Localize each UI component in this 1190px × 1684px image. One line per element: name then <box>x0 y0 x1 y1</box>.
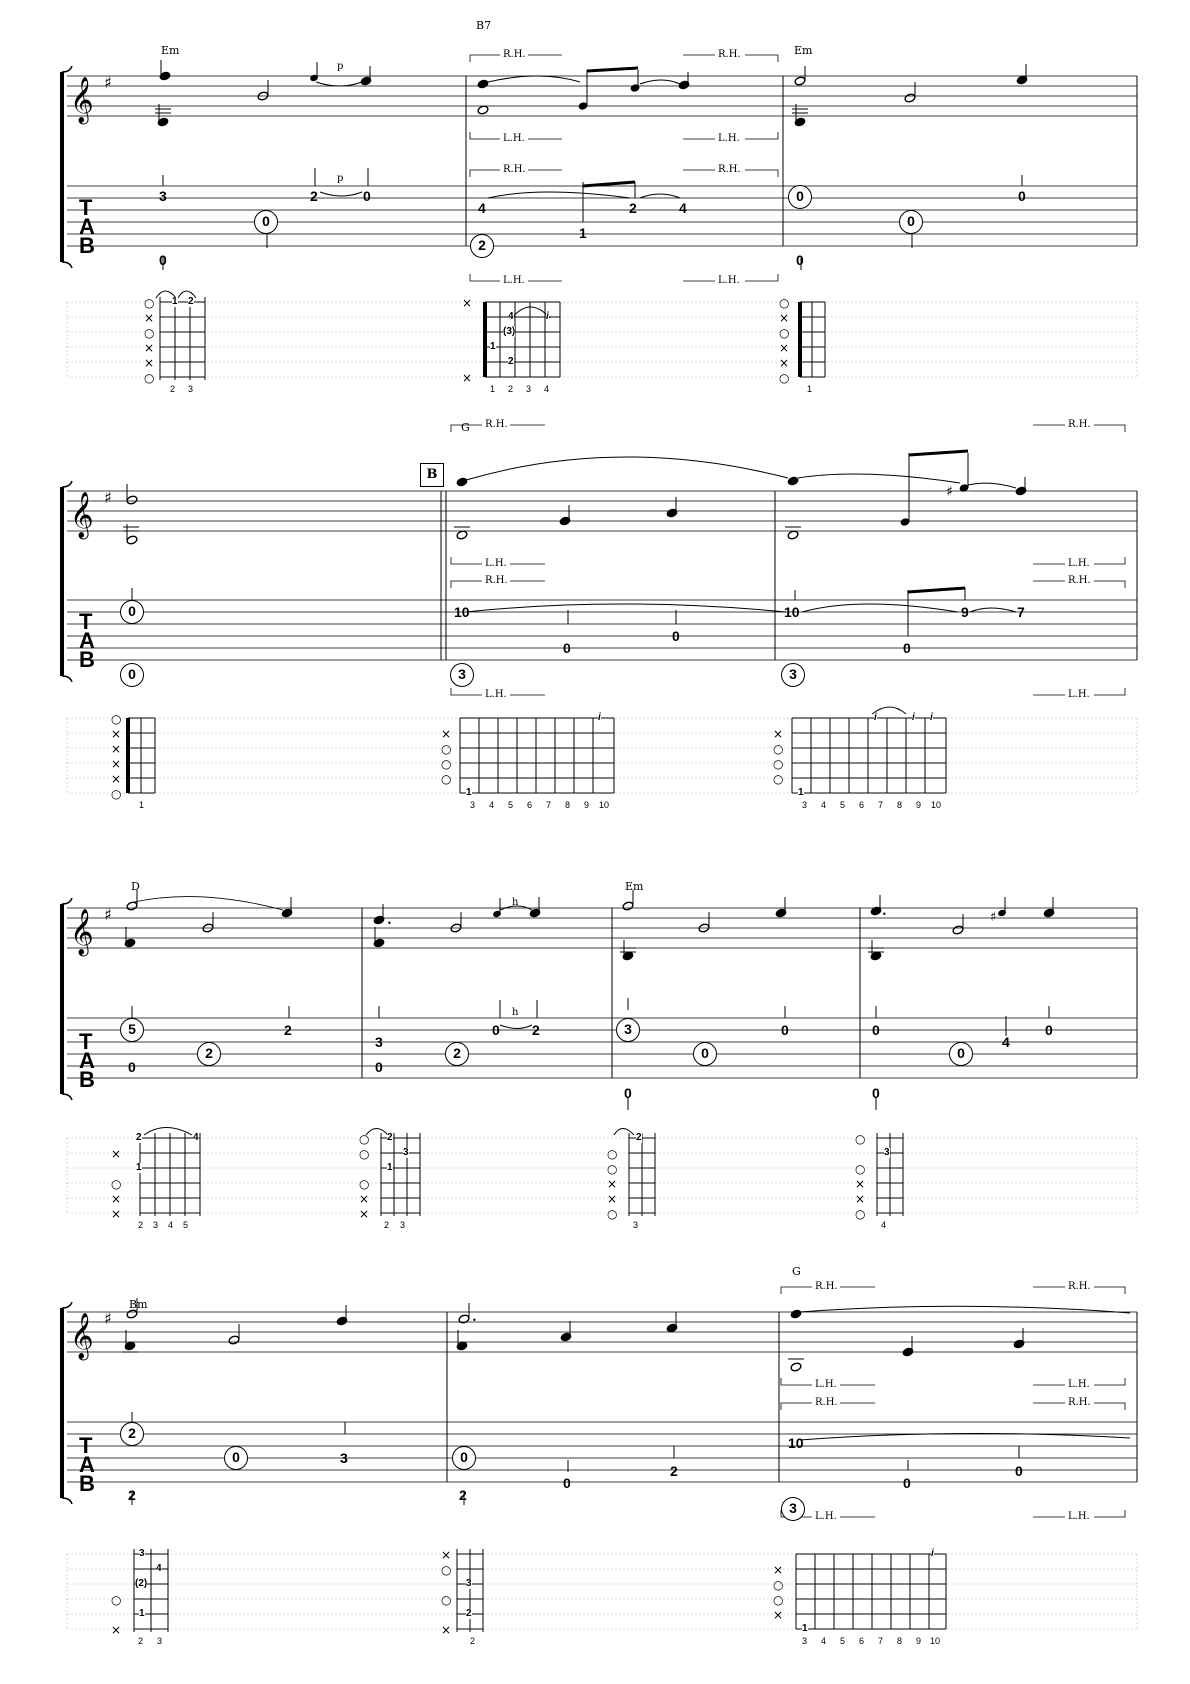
tab-fret-number: 0 <box>903 1475 911 1491</box>
system-4-staff-graphics <box>0 1270 1190 1684</box>
circled-tab-number: 0 <box>693 1042 717 1066</box>
open-string-icon: ○ <box>111 712 122 726</box>
hand-label: R.H. <box>718 164 741 175</box>
muted-string-icon: × <box>779 311 790 325</box>
muted-string-icon: × <box>359 1207 370 1221</box>
tab-fret-number: 4 <box>1002 1034 1010 1050</box>
open-string-icon: ○ <box>144 371 155 385</box>
muted-string-icon: × <box>855 1177 866 1191</box>
circled-tab-number: 3 <box>781 1497 805 1521</box>
circled-tab-number: 2 <box>445 1042 469 1066</box>
circled-tab-number: 3 <box>450 663 474 687</box>
open-string-icon: ○ <box>144 296 155 310</box>
diagram-fret-number: 3 <box>470 800 476 810</box>
muted-string-icon: × <box>111 772 122 786</box>
tab-fret-number: 0 <box>1018 188 1026 204</box>
tab-letter: T <box>79 1433 93 1458</box>
svg-text:•: • <box>882 910 887 919</box>
open-string-icon: ○ <box>855 1162 866 1176</box>
diagram-fret-number: 1 <box>139 800 145 810</box>
articulation: p <box>337 61 344 72</box>
tab-fret-number: 2 <box>128 1487 136 1503</box>
hand-label: L.H. <box>503 133 525 144</box>
hand-label: R.H. <box>718 49 741 60</box>
tab-fret-number: 0 <box>563 640 571 656</box>
tab-fret-number: 3 <box>375 1034 383 1050</box>
diagram-finger-number: 2 <box>387 1132 393 1143</box>
hand-label: L.H. <box>1068 1379 1090 1390</box>
open-string-icon: ○ <box>359 1147 370 1161</box>
diagram-fret-number: 3 <box>802 1636 808 1646</box>
diagram-fret-number: 10 <box>930 1636 941 1646</box>
muted-string-icon: × <box>462 371 473 385</box>
diagram-finger-number: 2 <box>188 296 194 307</box>
muted-string-icon: × <box>773 727 784 741</box>
section-marker: B <box>420 463 444 487</box>
diagram-finger-number: i <box>931 1548 934 1559</box>
chord-symbol: Em <box>161 44 180 57</box>
diagram-fret-number: 5 <box>840 1636 846 1646</box>
hand-label: L.H. <box>485 689 507 700</box>
diagram-finger-number: i <box>598 712 601 723</box>
tab-fret-number: 10 <box>788 1435 804 1451</box>
diagram-finger-number: 2 <box>136 1132 142 1143</box>
diagram-finger-number: 3 <box>139 1548 145 1559</box>
open-string-icon: ○ <box>773 1578 784 1592</box>
open-string-icon: ○ <box>779 326 790 340</box>
diagram-fret-number: 4 <box>544 384 550 394</box>
open-string-icon: ○ <box>441 742 452 756</box>
tab-letter: T <box>79 1029 93 1054</box>
open-string-icon: ○ <box>111 787 122 801</box>
tab-fret-number: 2 <box>310 188 318 204</box>
diagram-finger-number: i <box>912 712 915 723</box>
diagram-finger-number: 2 <box>508 356 514 367</box>
diagram-finger-number: 1 <box>136 1162 142 1173</box>
open-string-icon: ○ <box>441 757 452 771</box>
tab-fret-number: 0 <box>492 1022 500 1038</box>
hand-label: R.H. <box>1068 1281 1091 1292</box>
tab-fret-number: 9 <box>961 604 969 620</box>
tab-fret-number: 0 <box>872 1022 880 1038</box>
open-string-icon: ○ <box>144 326 155 340</box>
tab-fret-number: 0 <box>672 628 680 644</box>
muted-string-icon: × <box>441 1548 452 1562</box>
circled-tab-number: 0 <box>254 210 278 234</box>
open-string-icon: ○ <box>359 1177 370 1191</box>
diagram-fret-number: 5 <box>840 800 846 810</box>
muted-string-icon: × <box>144 356 155 370</box>
diagram-fret-number: 3 <box>157 1636 163 1646</box>
diagram-fret-number: 4 <box>821 1636 827 1646</box>
diagram-finger-number: 3 <box>403 1147 409 1158</box>
hand-label: L.H. <box>718 133 740 144</box>
svg-text:♯: ♯ <box>104 1309 112 1328</box>
diagram-fret-number: 4 <box>881 1220 887 1230</box>
chord-symbol: Em <box>794 44 813 57</box>
chord-symbol: G <box>792 1265 801 1278</box>
hand-label: L.H. <box>815 1379 837 1390</box>
diagram-fret-number: 8 <box>897 800 903 810</box>
diagram-fret-number: 5 <box>508 800 514 810</box>
diagram-fret-number: 3 <box>153 1220 159 1230</box>
diagram-fret-number: 8 <box>897 1636 903 1646</box>
circled-tab-number: 2 <box>197 1042 221 1066</box>
hand-label: L.H. <box>503 275 525 286</box>
circled-tab-number: 3 <box>781 663 805 687</box>
open-string-icon: ○ <box>855 1207 866 1221</box>
articulation: p <box>337 173 344 184</box>
open-string-icon: ○ <box>111 1177 122 1191</box>
diagram-finger-number: 1 <box>802 1623 808 1634</box>
svg-text:♯: ♯ <box>104 488 112 507</box>
diagram-fret-number: 7 <box>878 800 884 810</box>
diagram-finger-number: i <box>874 712 877 723</box>
tab-fret-number: 4 <box>679 200 687 216</box>
svg-text:•: • <box>472 1316 477 1325</box>
svg-text:♯: ♯ <box>104 905 112 924</box>
diagram-finger-number: 1 <box>387 1162 393 1173</box>
hand-label: R.H. <box>815 1397 838 1408</box>
svg-text:•: • <box>387 919 392 928</box>
muted-string-icon: × <box>607 1177 618 1191</box>
diagram-finger-number: i <box>930 712 933 723</box>
svg-text:𝄞: 𝄞 <box>70 492 94 538</box>
diagram-finger-number: 1 <box>490 341 496 352</box>
circled-tab-number: 0 <box>224 1446 248 1470</box>
diagram-fret-number: 6 <box>527 800 533 810</box>
hand-label: R.H. <box>1068 575 1091 586</box>
diagram-finger-number: 3 <box>466 1578 472 1589</box>
circled-tab-number: 2 <box>120 1422 144 1446</box>
tab-fret-number: 0 <box>159 252 167 268</box>
chord-symbol: B7 <box>476 19 492 32</box>
muted-string-icon: × <box>779 356 790 370</box>
diagram-fret-number: 9 <box>584 800 590 810</box>
muted-string-icon: × <box>773 1608 784 1622</box>
diagram-finger-number: 3 <box>884 1147 890 1158</box>
system-1-staff-graphics <box>0 0 1190 400</box>
hand-label: L.H. <box>485 558 507 569</box>
open-string-icon: ○ <box>773 1593 784 1607</box>
tab-letter: A <box>79 214 95 239</box>
tab-letter: B <box>79 1067 95 1092</box>
diagram-fret-number: 4 <box>821 800 827 810</box>
tab-letter: T <box>79 609 93 634</box>
tab-fret-number: 0 <box>624 1085 632 1101</box>
circled-tab-number: 0 <box>788 185 812 209</box>
tab-fret-number: 0 <box>1045 1022 1053 1038</box>
tab-fret-number: 2 <box>670 1463 678 1479</box>
chord-symbol: Bm <box>129 1298 148 1311</box>
tab-fret-number: 2 <box>629 200 637 216</box>
muted-string-icon: × <box>111 1147 122 1161</box>
chord-symbol: G <box>461 421 470 434</box>
tab-fret-number: 7 <box>1017 604 1025 620</box>
open-string-icon: ○ <box>111 1593 122 1607</box>
open-string-icon: ○ <box>773 742 784 756</box>
tab-fret-number: 10 <box>784 604 800 620</box>
muted-string-icon: × <box>111 1207 122 1221</box>
diagram-fret-number: 5 <box>183 1220 189 1230</box>
circled-tab-number: 2 <box>470 234 494 258</box>
tab-fret-number: 0 <box>872 1085 880 1101</box>
tab-letter: A <box>79 1048 95 1073</box>
open-string-icon: ○ <box>779 296 790 310</box>
diagram-finger-number: 2 <box>636 1132 642 1143</box>
muted-string-icon: × <box>441 1623 452 1637</box>
diagram-fret-number: 3 <box>526 384 532 394</box>
svg-text:𝄞: 𝄞 <box>70 909 94 955</box>
diagram-fret-number: 9 <box>916 1636 922 1646</box>
diagram-fret-number: 3 <box>188 384 194 394</box>
diagram-finger-number: 1 <box>466 787 472 798</box>
diagram-fret-number: 8 <box>565 800 571 810</box>
circled-tab-number: 0 <box>899 210 923 234</box>
articulation: h <box>512 1007 519 1018</box>
tab-fret-number: 2 <box>532 1022 540 1038</box>
tab-fret-number: 3 <box>159 188 167 204</box>
open-string-icon: ○ <box>773 772 784 786</box>
hand-label: R.H. <box>503 164 526 175</box>
system-3-staff-graphics <box>0 870 1190 1240</box>
svg-text:𝄞: 𝄞 <box>70 1313 94 1359</box>
open-string-icon: ○ <box>441 1563 452 1577</box>
muted-string-icon: × <box>111 1623 122 1637</box>
tab-letter: T <box>79 195 93 220</box>
tab-fret-number: 0 <box>375 1059 383 1075</box>
diagram-finger-number: 4 <box>156 1563 162 1574</box>
tab-letter: B <box>79 647 95 672</box>
diagram-fret-number: 2 <box>138 1636 144 1646</box>
system-2-staff-graphics <box>0 400 1190 810</box>
hand-label: R.H. <box>485 575 508 586</box>
diagram-fret-number: 7 <box>878 1636 884 1646</box>
open-string-icon: ○ <box>779 371 790 385</box>
diagram-fret-number: 6 <box>859 1636 865 1646</box>
open-string-icon: ○ <box>607 1162 618 1176</box>
svg-text:♯: ♯ <box>946 484 953 500</box>
muted-string-icon: × <box>462 296 473 310</box>
open-string-icon: ○ <box>855 1132 866 1146</box>
diagram-fret-number: 7 <box>546 800 552 810</box>
hand-label: R.H. <box>503 49 526 60</box>
muted-string-icon: × <box>111 757 122 771</box>
tab-fret-number: 3 <box>340 1450 348 1466</box>
tab-letter: A <box>79 628 95 653</box>
hand-label: R.H. <box>1068 1397 1091 1408</box>
muted-string-icon: × <box>111 727 122 741</box>
articulation: h <box>512 897 519 908</box>
diagram-fret-number: 2 <box>138 1220 144 1230</box>
diagram-fret-number: 2 <box>170 384 176 394</box>
muted-string-icon: × <box>111 1192 122 1206</box>
tab-letter: B <box>79 233 95 258</box>
hand-label: L.H. <box>1068 1511 1090 1522</box>
diagram-finger-number: 4 <box>193 1132 199 1143</box>
chord-symbol: Em <box>625 880 644 893</box>
muted-string-icon: × <box>773 1563 784 1577</box>
diagram-fret-number: 2 <box>384 1220 390 1230</box>
tab-fret-number: 2 <box>284 1022 292 1038</box>
muted-string-icon: × <box>144 341 155 355</box>
diagram-fret-number: 4 <box>489 800 495 810</box>
hand-label: L.H. <box>1068 558 1090 569</box>
open-string-icon: ○ <box>607 1207 618 1221</box>
diagram-fret-number: 2 <box>470 1636 476 1646</box>
open-string-icon: ○ <box>441 1593 452 1607</box>
tab-fret-number: 10 <box>454 604 470 620</box>
open-string-icon: ○ <box>441 772 452 786</box>
tab-fret-number: 0 <box>796 252 804 268</box>
tab-letter: A <box>79 1452 95 1477</box>
diagram-fret-number: 2 <box>508 384 514 394</box>
diagram-finger-number: 1 <box>172 296 178 307</box>
diagram-finger-number: 4 <box>508 311 514 322</box>
tab-fret-number: 0 <box>563 1475 571 1491</box>
diagram-fret-number: 3 <box>633 1220 639 1230</box>
circled-tab-number: 0 <box>120 663 144 687</box>
tab-fret-number: 2 <box>459 1487 467 1503</box>
diagram-fret-number: 10 <box>599 800 610 810</box>
open-string-icon: ○ <box>607 1147 618 1161</box>
muted-string-icon: × <box>855 1192 866 1206</box>
tab-fret-number: 0 <box>128 1059 136 1075</box>
muted-string-icon: × <box>359 1192 370 1206</box>
svg-text:♯: ♯ <box>990 910 997 925</box>
diagram-finger-number: i <box>546 311 549 322</box>
diagram-finger-number: 1 <box>798 787 804 798</box>
muted-string-icon: × <box>144 311 155 325</box>
diagram-fret-number: 1 <box>807 384 813 394</box>
muted-string-icon: × <box>441 727 452 741</box>
diagram-fret-number: 3 <box>400 1220 406 1230</box>
diagram-fret-number: 9 <box>916 800 922 810</box>
diagram-finger-number: (2) <box>135 1578 148 1589</box>
tab-fret-number: 0 <box>781 1022 789 1038</box>
circled-tab-number: 0 <box>120 600 144 624</box>
tab-letter: B <box>79 1471 95 1496</box>
circled-tab-number: 5 <box>120 1018 144 1042</box>
diagram-finger-number: (3) <box>503 326 516 337</box>
muted-string-icon: × <box>607 1192 618 1206</box>
diagram-fret-number: 6 <box>859 800 865 810</box>
diagram-fret-number: 4 <box>168 1220 174 1230</box>
circled-tab-number: 3 <box>616 1018 640 1042</box>
svg-text:𝄞: 𝄞 <box>70 77 94 123</box>
svg-text:♯: ♯ <box>104 73 112 92</box>
diagram-fret-number: 3 <box>802 800 808 810</box>
diagram-finger-number: 2 <box>466 1608 472 1619</box>
tab-fret-number: 4 <box>478 200 486 216</box>
circled-tab-number: 0 <box>452 1446 476 1470</box>
open-string-icon: ○ <box>773 757 784 771</box>
diagram-fret-number: 10 <box>931 800 942 810</box>
hand-label: L.H. <box>1068 689 1090 700</box>
diagram-fret-number: 1 <box>490 384 496 394</box>
hand-label: R.H. <box>485 419 508 430</box>
hand-label: L.H. <box>718 275 740 286</box>
chord-symbol: D <box>131 880 140 893</box>
tab-fret-number: 1 <box>579 225 587 241</box>
hand-label: R.H. <box>815 1281 838 1292</box>
diagram-finger-number: 1 <box>139 1608 145 1619</box>
circled-tab-number: 0 <box>949 1042 973 1066</box>
hand-label: L.H. <box>815 1511 837 1522</box>
tab-fret-number: 0 <box>1015 1463 1023 1479</box>
muted-string-icon: × <box>779 341 790 355</box>
tab-fret-number: 0 <box>903 640 911 656</box>
tab-fret-number: 0 <box>363 188 371 204</box>
hand-label: R.H. <box>1068 419 1091 430</box>
open-string-icon: ○ <box>359 1132 370 1146</box>
muted-string-icon: × <box>111 742 122 756</box>
